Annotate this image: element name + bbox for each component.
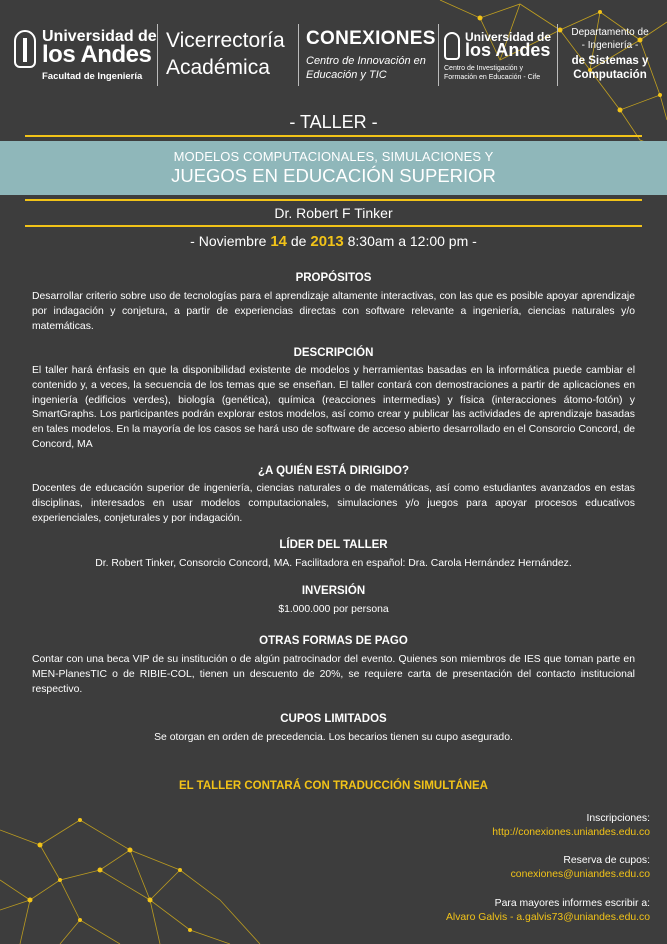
section-text-lider: Dr. Robert Tinker, Consorcio Concord, MA. Facilitadora en español: Dra. Carola Hernández Hernández. xyxy=(95,558,572,569)
date-mid: de xyxy=(287,233,311,249)
conexiones-subtitle-line1: Centro de Innovación en xyxy=(306,55,426,67)
departamento-line4: Computación xyxy=(573,69,647,81)
gold-divider xyxy=(25,225,642,227)
section-text-pago: Contar con una beca VIP de su institución o de algún patrocinador del evento. Quienes son miembros de IES que toman parte en MEN-PlanesTIC o de RIBIE-COL, tienen un descuento de 20%, se requiere carta de presentación del contacto institucional respectivo. xyxy=(32,654,635,695)
departamento-line3: de Sistemas y xyxy=(571,55,649,67)
gold-divider xyxy=(25,199,642,201)
section-heading-descripcion: DESCRIPCIÓN xyxy=(293,347,374,359)
cife-logo xyxy=(444,30,556,86)
taller-label: - TALLER - xyxy=(289,112,378,132)
section-heading-pago: OTRAS FORMAS DE PAGO xyxy=(259,635,408,647)
date-day: 14 xyxy=(270,233,287,250)
reserva-label: Reserva de cupos: xyxy=(563,855,650,866)
event-subtitle: MODELOS COMPUTACIONALES, SIMULACIONES Y xyxy=(173,149,494,164)
departamento-logo xyxy=(560,26,660,82)
header-divider xyxy=(157,24,158,86)
cife-caption xyxy=(444,64,540,82)
informes-label: Para mayores informes escribir a: xyxy=(494,898,650,909)
uniandes-emblem-icon xyxy=(444,32,460,60)
section-text-dirigido: Docentes de educación superior de ingeniería, ciencias naturales o de matemáticas, así como estudiantes avanzados en estas disciplinas, interesados en usar modelos computacionales, simulaciones y/o juegos para apoyar procesos educativos experienciales, conjeturales y por indagación. xyxy=(32,483,635,524)
vicerrectoria-line1: Vicerrectoría xyxy=(166,29,285,52)
section-text-descripcion: El taller hará énfasis en que la disponibilidad existente de modelos y herramientas basadas en la informática puede cambiar el contenido y, a veces, la secuencia de los temas que se enseñan. El taller contará con demostraciones a partir de aplicaciones en ingeniería (edificios verdes), biología (genética), química (reacciones intermedias) y física (interacciones átomo-fotón) y SmartGraphs. Los participantes podrán explorar estos modelos, así como crear y publicar las actividades de aprendizaje basadas en tales modelos. En la mayoría de los casos se hará uso de software de acceso abierto desarrollado en el Consorcio Concord, de Concord, MA xyxy=(32,365,635,450)
traduccion-notice: EL TALLER CONTARÁ CON TRADUCCIÓN SIMULTÁNEA xyxy=(179,780,488,792)
reserva-block xyxy=(511,854,650,882)
uniandes-line2: los Andes xyxy=(42,41,152,68)
inscripciones-label: Inscripciones: xyxy=(586,813,650,824)
cife-line1: Universidad de xyxy=(465,30,552,44)
reserva-email-link[interactable]: conexiones@uniandes.edu.co xyxy=(510,869,650,880)
speaker-name: Dr. Robert F Tinker xyxy=(274,205,393,221)
vicerrectoria-logo xyxy=(166,27,285,81)
gold-divider xyxy=(25,135,642,137)
departamento-line1: Departamento de xyxy=(571,27,649,38)
section-heading-propositos: PROPÓSITOS xyxy=(295,272,372,284)
date-time: 8:30am a 12:00 pm - xyxy=(343,233,477,249)
event-date xyxy=(0,233,667,250)
conexiones-logo xyxy=(306,28,436,82)
title-band xyxy=(0,141,667,195)
uniandes-faculty: Facultad de Ingeniería xyxy=(42,71,143,82)
informes-block xyxy=(446,897,650,925)
header-divider xyxy=(557,24,558,86)
uniandes-line1: Universidad de xyxy=(42,28,157,45)
section-heading-lider: LÍDER DEL TALLER xyxy=(279,539,388,551)
date-year: 2013 xyxy=(310,233,344,250)
informes-contact-link[interactable]: Alvaro Galvis - a.galvis73@uniandes.edu.co xyxy=(445,912,650,923)
uniandes-logo xyxy=(14,28,157,86)
header-divider xyxy=(438,24,439,86)
date-prefix: - Noviembre xyxy=(190,233,271,249)
header-divider xyxy=(298,24,299,86)
section-text-propositos: Desarrollar criterio sobre uso de tecnologías para el aprendizaje altamente interactivas, con las que es posible apoyar aprendizaje por indagación y conjetura, a partir de experiencias directas con software relevante a ingeniería, ciencias naturales y/o matemáticas. xyxy=(32,291,635,332)
section-text-inversion: $1.000.000 por persona xyxy=(278,604,389,615)
uniandes-emblem-icon xyxy=(14,30,36,68)
vicerrectoria-line2: Académica xyxy=(166,56,270,79)
inscripciones-link[interactable]: http://conexiones.uniandes.edu.co xyxy=(492,827,650,838)
inscripciones-block xyxy=(492,812,650,840)
cife-caption-line2: Formación en Educación - Cife xyxy=(444,74,541,81)
event-title: JUEGOS EN EDUCACIÓN SUPERIOR xyxy=(171,165,496,186)
departamento-line2: - Ingeniería - xyxy=(581,40,639,51)
conexiones-subtitle-line2: Educación y TIC xyxy=(306,69,387,81)
conexiones-title: CONEXIONES xyxy=(306,28,436,49)
section-heading-cupos: CUPOS LIMITADOS xyxy=(280,713,387,725)
cife-line2: los Andes xyxy=(465,40,551,60)
conexiones-subtitle xyxy=(306,54,436,82)
section-heading-dirigido: ¿A QUIÉN ESTÁ DIRIGIDO? xyxy=(258,465,409,477)
section-text-cupos: Se otorgan en orden de precedencia. Los becarios tienen su cupo asegurado. xyxy=(154,732,513,743)
section-heading-inversion: INVERSIÓN xyxy=(301,585,366,597)
cife-caption-line1: Centro de Investigación y xyxy=(444,65,523,72)
